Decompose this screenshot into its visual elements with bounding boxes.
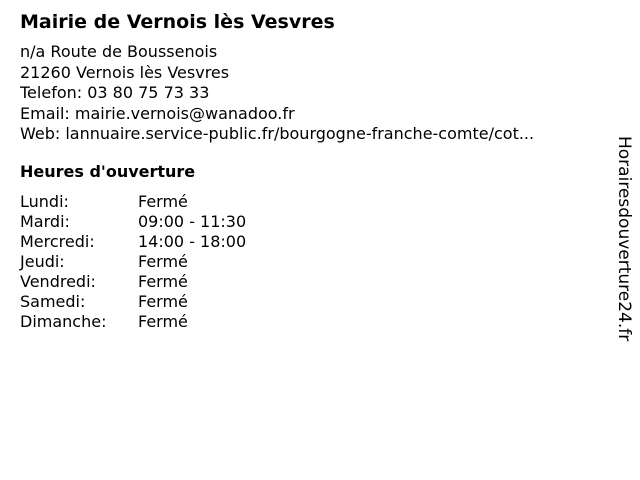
contact-block bbox=[20, 42, 600, 145]
hours-table bbox=[20, 192, 600, 332]
hours-value: Fermé bbox=[138, 291, 188, 311]
business-name: Mairie de Vernois lès Vesvres bbox=[20, 11, 335, 33]
phone-line: Telefon: 03 80 75 73 33 bbox=[20, 83, 210, 102]
hours-day: Dimanche: bbox=[20, 311, 107, 331]
hours-row-sunday bbox=[20, 312, 600, 332]
hours-row-thursday bbox=[20, 252, 600, 272]
hours-value: Fermé bbox=[138, 271, 188, 291]
web-line: Web: lannuaire.service-public.fr/bourgogne-franche-comte/cot... bbox=[20, 124, 535, 143]
hours-value: Fermé bbox=[138, 251, 188, 271]
hours-row-friday bbox=[20, 272, 600, 292]
hours-day: Mardi: bbox=[20, 211, 70, 231]
address-line-2: 21260 Vernois lès Vesvres bbox=[20, 62, 230, 82]
hours-value: 14:00 - 18:00 bbox=[138, 231, 247, 251]
hours-value: 09:00 - 11:30 bbox=[138, 211, 247, 231]
hours-heading: Heures d'ouverture bbox=[20, 161, 196, 181]
hours-day: Vendredi: bbox=[20, 271, 96, 291]
hours-row-monday bbox=[20, 192, 600, 212]
hours-row-wednesday bbox=[20, 232, 600, 252]
hours-value: Fermé bbox=[138, 311, 188, 331]
business-card bbox=[20, 10, 600, 332]
hours-day: Jeudi: bbox=[20, 251, 65, 271]
hours-day: Mercredi: bbox=[20, 231, 95, 251]
email-line: Email: mairie.vernois@wanadoo.fr bbox=[20, 103, 295, 123]
hours-value: Fermé bbox=[138, 191, 188, 211]
hours-row-tuesday bbox=[20, 212, 600, 232]
site-watermark: Horairesdouverture24.fr bbox=[614, 136, 634, 342]
hours-day: Lundi: bbox=[20, 191, 69, 211]
address-line-1: n/a Route de Boussenois bbox=[20, 42, 218, 61]
hours-row-saturday bbox=[20, 292, 600, 312]
hours-day: Samedi: bbox=[20, 291, 86, 311]
